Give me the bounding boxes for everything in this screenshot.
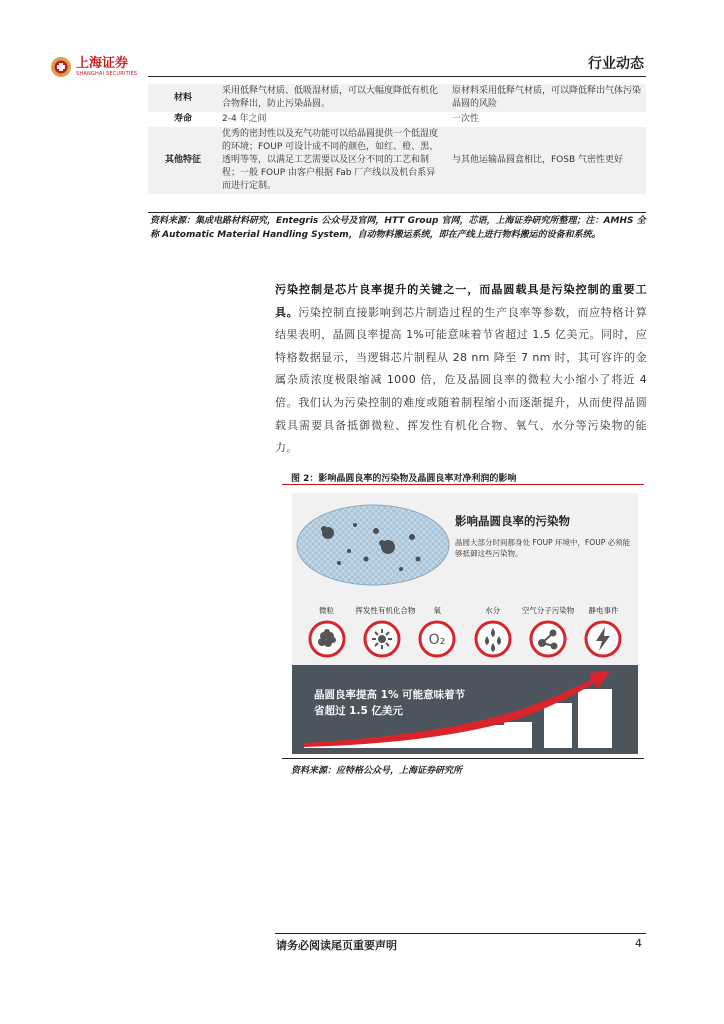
body-paragraph	[275, 279, 647, 460]
table-row	[148, 127, 646, 194]
logo-mark-icon	[50, 56, 72, 78]
lead-sentence: 污染控制是芯片良率提升的关键之一，而晶圆载具是污染控制的重要工具。	[275, 283, 647, 319]
body-text: 污染控制直接影响到芯片制造过程的生产良率等参数，而应特格计算结果表明，晶圆良率提高 1%可能意味着节省超过 1.5 亿美元。同时，应特格数据显示，当逻辑芯片制程从 28 nm 降至 7 nm 时，其可容许的金属杂质浓度极限缩减 1000 倍，危及晶圆良率的微粒大小缩小了将近 4 倍。我们认为污染控制的难度或随着制程缩小而逐渐提升，从而使得晶圆载具需要具备抵御微粒、挥发性有机化合物、氧气、水分等污染物的能力。	[275, 305, 647, 455]
logo-name: 上海证券	[76, 56, 129, 71]
table-row	[148, 112, 646, 127]
figure-source-note: 资料来源：应特格公众号，上海证券研究所	[291, 766, 463, 776]
contaminant-static	[577, 605, 630, 663]
contaminant-label: 静电事件	[588, 606, 619, 615]
row-label: 其他特征	[148, 127, 218, 194]
table-cell: 优秀的密封性以及充气功能可以给晶圆提供一个低湿度的环境；FOUP 可设计成不同的颜色，如红、橙、黑、透明等等，以满足工艺需要以及区分不同的工艺和制程；一般 FOUP 由客户根据 Fab 厂产线以及机台系异而进行定制。	[218, 127, 448, 194]
table-cell: 原材料采用低释气材质，可以降低释出气体污染晶圆的风险	[448, 84, 646, 112]
footer-disclaimer: 请务必阅读尾页重要声明	[276, 939, 397, 952]
moisture-icon	[473, 619, 513, 659]
section-title: 行业动态	[588, 56, 644, 72]
yield-statement-line: 晶圆良率提高 1% 可能意味着节	[314, 689, 466, 701]
voc-icon	[362, 619, 402, 659]
table-cell: 采用低释气材质、低吸湿材质，可以大幅度降低有机化合物释出，防止污染晶圆。	[218, 84, 448, 112]
molecule-icon	[528, 619, 568, 659]
contaminant-label: 空气分子污染物	[521, 606, 575, 615]
table-row	[148, 84, 646, 112]
oxygen-icon	[417, 619, 457, 659]
contaminant-oxygen	[411, 605, 464, 663]
contaminant-list	[300, 605, 630, 663]
footer-divider	[275, 933, 646, 934]
figure-top-divider	[282, 484, 644, 485]
table-cell: 与其他运输晶圆盒相比，FOSB 气密性更好	[448, 127, 646, 194]
row-label: 材料	[148, 84, 218, 112]
figure-description: 晶圆大部分时间都身处 FOUP 环境中，FOUP 必须能够抵御这些污染物。	[455, 538, 631, 558]
yield-statement	[314, 687, 514, 719]
figure-title: 影响晶圆良率的污染物	[455, 514, 570, 528]
contaminant-amc	[522, 605, 575, 663]
contaminant-particle	[300, 605, 353, 663]
table-cell: 一次性	[448, 112, 646, 127]
figure-infographic	[292, 493, 638, 754]
table-divider	[148, 212, 646, 213]
company-logo	[50, 56, 137, 78]
figure-bottom-divider	[282, 758, 644, 759]
contaminant-moisture	[466, 605, 519, 663]
contaminant-label: 挥发性有机化合物	[355, 606, 416, 615]
yield-statement-line: 省超过 1.5 亿美元	[314, 705, 403, 717]
contaminant-label: 氧	[433, 606, 442, 615]
logo-english-name: SHANGHAI SECURITIES	[76, 71, 138, 77]
contaminant-label: 水分	[485, 606, 501, 615]
wafer-illustration	[292, 493, 452, 601]
table-cell: 2-4 年之间	[218, 112, 448, 127]
contaminant-label: 微粒	[319, 606, 334, 615]
page-number: 4	[635, 937, 642, 950]
comparison-table	[148, 84, 646, 194]
table-source-note: 资料来源：集成电路材料研究，Entegris 公众号及官网，HTT Group 官网，芯语，上海证券研究所整理；注：AMHS 全称 Automatic Material Handling System，自动物料搬运系统，即在产线上进行物料搬运的设备和系统。	[150, 216, 646, 240]
row-label: 寿命	[148, 112, 218, 127]
figure-caption: 图 2：影响晶圆良率的污染物及晶圆良率对净利润的影响	[291, 474, 517, 484]
contaminant-voc	[355, 605, 416, 663]
lightning-icon	[583, 619, 623, 659]
oxygen-symbol: O₂	[428, 632, 446, 648]
header-divider	[148, 76, 646, 77]
particle-icon	[307, 619, 347, 659]
